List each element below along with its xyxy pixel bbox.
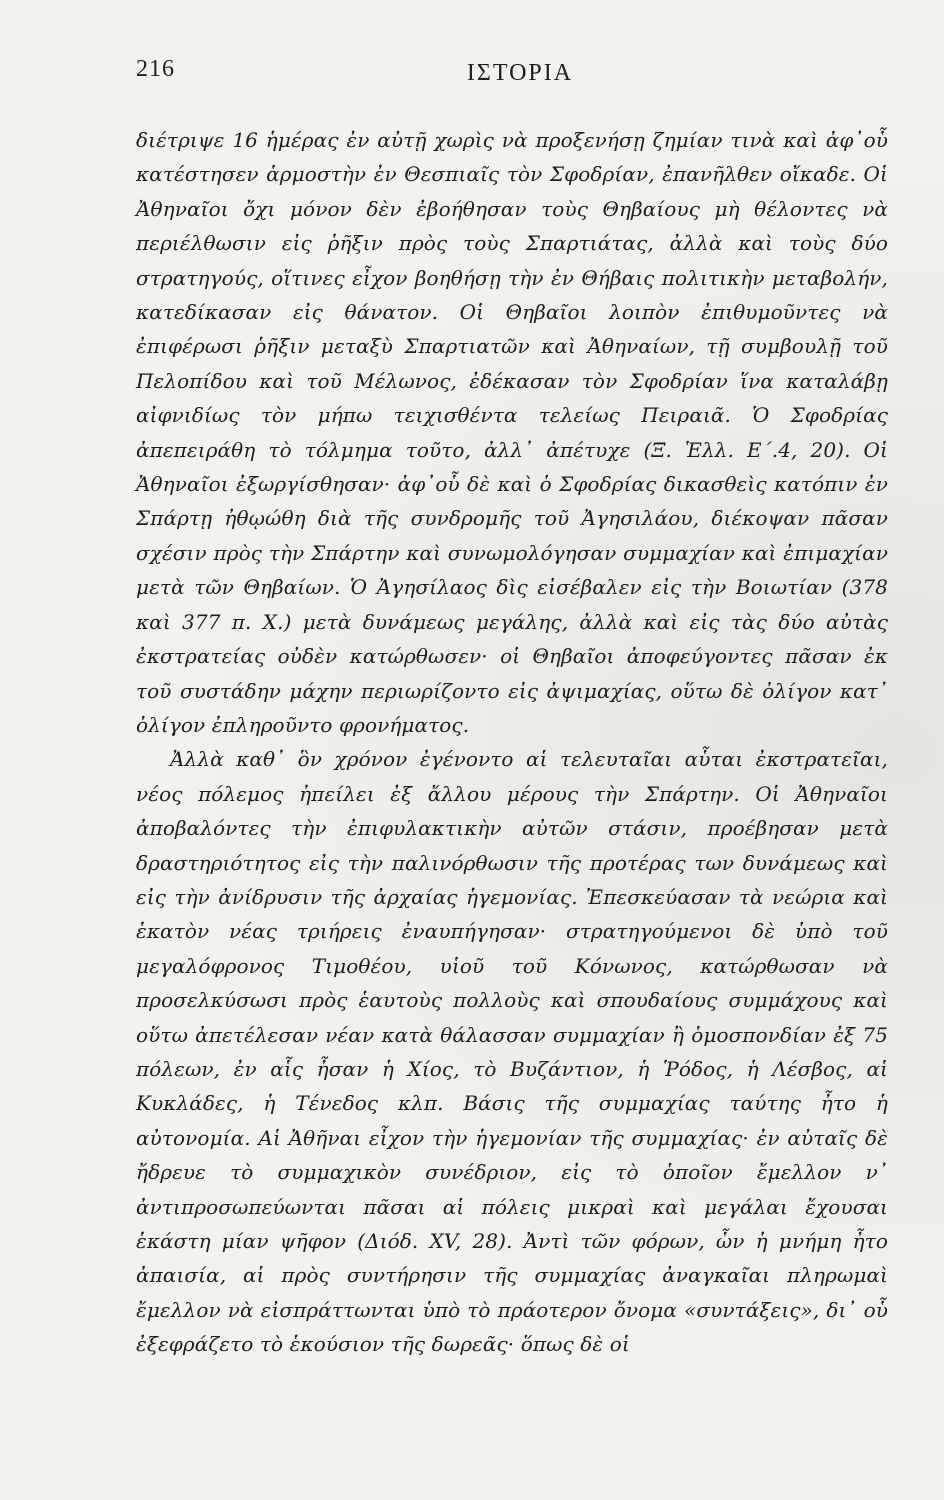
paragraph-2: Ἀλλὰ καθ᾽ ὃν χρόνον ἐγένοντο αἱ τελευταῖαι αὗται ἐκστρατεῖαι, νέος πόλεμος ἠπείλει ἐξ ἄλλου μέρους τὴν Σπάρτην. Οἱ Ἀθηναῖοι ἀποβαλόντες τὴν ἐπιφυλακτικὴν αὐτῶν στάσιν, προέβησαν μετὰ δραστηριότητος εἰς τὴν παλινόρθωσιν τῆς προτέρας των δυνάμεως καὶ εἰς τὴν ἀνίδρυσιν τῆς ἀρχαίας ἡγεμονίας. Ἐπεσκεύασαν τὰ νεώρια καὶ ἑκατὸν νέας τριήρεις ἐναυπήγησαν· στρατηγούμενοι δὲ ὑπὸ τοῦ μεγαλόφρονος Τιμοθέου, υἱοῦ τοῦ Κόνωνος, κατώρθωσαν νὰ προσελκύσωσι πρὸς ἑαυτοὺς πολλοὺς καὶ σπουδαίους συμμάχους καὶ οὕτω ἀπετέλεσαν νέαν κατὰ θάλασσαν συμμαχίαν ἢ ὁμοσπονδίαν ἐξ 75 πόλεων, ἐν αἷς ἦσαν ἡ Χίος, τὸ Βυζάντιον, ἡ Ῥόδος, ἡ Λέσβος, αἱ Κυκλάδες, ἡ Τένεδος κλπ. Βάσις τῆς συμμαχίας ταύτης ἦτο ἡ αὐτονομία. Αἱ Ἀθῆναι εἶχον τὴν ἡγεμονίαν τῆς συμμαχίας· ἐν αὐταῖς δὲ ἤδρευε τὸ συμμαχικὸν συνέδριον, εἰς τὸ ὁποῖον ἔμελλον ν᾽ ἀντιπροσωπεύωνται πᾶσαι αἱ πόλεις μικραὶ καὶ μεγάλαι ἔχουσαι ἑκάστη μίαν ψῆφον (Διόδ. ΧV, 28). Ἀντὶ τῶν φόρων, ὧν ἡ μνήμη ἦτο ἀπαισία, αἱ πρὸς συντήρησιν τῆς συμμαχίας ἀναγκαῖαι πληρωμαὶ ἔμελλον νὰ εἰσπράττωνται ὑπὸ τὸ πράοτερον ὄνομα «συντάξεις», δι᾽ οὗ ἐξεφράζετο τὸ ἑκούσιον τῆς δωρεᾶς· ὅπως δὲ οἱ (136, 747, 888, 1357)
page-number: 216 (136, 56, 175, 82)
paragraph-1: διέτριψε 16 ἡμέρας ἐν αὐτῇ χωρὶς νὰ προξενήσῃ ζημίαν τινὰ καὶ ἀφ᾽οὗ κατέστησεν ἁρμοστὴν ἐν Θεσπιαῖς τὸν Σφοδρίαν, ἐπανῆλθεν οἴκαδε. Οἱ Ἀθηναῖοι ὄχι μόνον δὲν ἐβοήθησαν τοὺς Θηβαίους μὴ θέλοντες νὰ περιέλθωσιν εἰς ῥῆξιν πρὸς τοὺς Σπαρτιάτας, ἀλλὰ καὶ τοὺς δύο στρατηγούς, οἵτινες εἶχον βοηθήσῃ τὴν ἐν Θήβαις πολιτικὴν μεταβολήν, κατεδίκασαν εἰς θάνατον. Οἱ Θηβαῖοι λοιπὸν ἐπιθυμοῦντες νὰ ἐπιφέρωσι ῥῆξιν μεταξὺ Σπαρτιατῶν καὶ Ἀθηναίων, τῇ συμβουλῇ τοῦ Πελοπίδου καὶ τοῦ Μέλωνος, ἐδέκασαν τὸν Σφοδρίαν ἵνα καταλάβῃ αἰφνιδίως τὸν μήπω τειχισθέντα τελείως Πειραιᾶ. Ὁ Σφοδρίας ἀπεπειράθη τὸ τόλμημα τοῦτο, ἀλλ᾽ ἀπέτυχε (Ξ. Ἑλλ. Ε΄.4, 20). Οἱ Ἀθηναῖοι ἐξωργίσθησαν· ἀφ᾽οὗ δὲ καὶ ὁ Σφοδρίας δικασθεὶς κατόπιν ἐν Σπάρτῃ ἠθῳώθη διὰ τῆς συνδρομῆς τοῦ Ἀγησιλάου, διέκοψαν πᾶσαν σχέσιν πρὸς τὴν Σπάρτην καὶ συνωμολόγησαν συμμαχίαν καὶ ἐπιμαχίαν μετὰ τῶν Θηβαίων. Ὁ Ἀγησίλαος δὶς εἰσέβαλεν εἰς τὴν Βοιωτίαν (378 καὶ 377 π. Χ.) μετὰ δυνάμεως μεγάλης, ἀλλὰ καὶ εἰς τὰς δύο αὐτὰς ἐκστρατείας οὐδὲν κατώρθωσεν· οἱ Θηβαῖοι ἀποφεύγοντες πᾶσαν ἐκ τοῦ συστάδην μάχην περιωρίζοντο εἰς ἀψιμαχίας, οὕτω δὲ ὀλίγον κατ᾽ ὀλίγον ἐπληροῦντο φρονήματος. (136, 128, 888, 737)
running-title: ΙΣΤΟΡΙΑ (466, 60, 574, 86)
page-header (136, 56, 904, 96)
body-text (136, 123, 888, 1362)
